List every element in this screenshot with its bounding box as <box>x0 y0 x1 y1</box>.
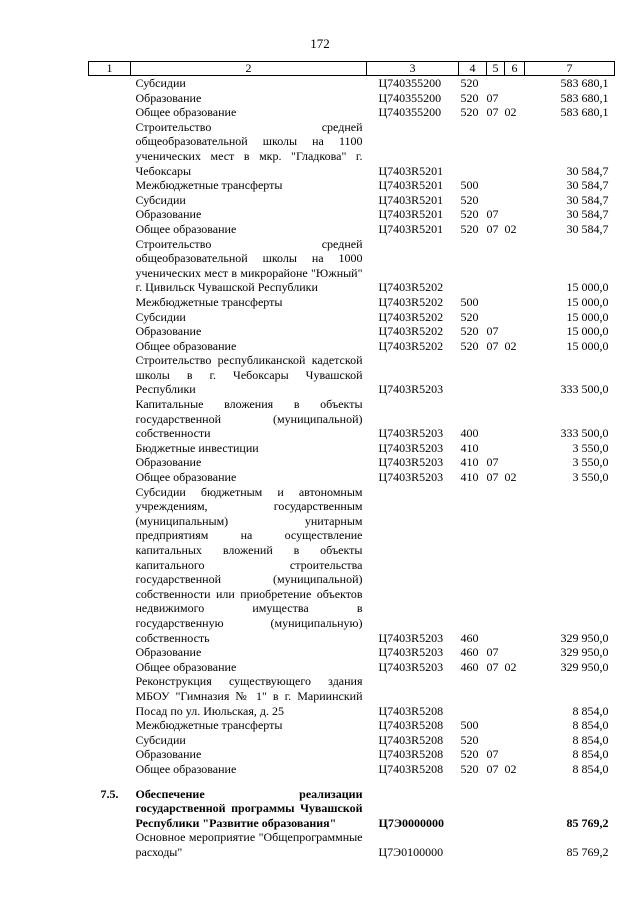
row-name: Строительство средней общеобразовательной школы на 1100 ученических мест в мкр. "Гладкова" г. Чебоксары <box>135 119 363 178</box>
row-expense-type: 500 <box>460 294 479 309</box>
row-expense-type: 520 <box>460 324 479 339</box>
row-number <box>89 674 131 718</box>
table-row <box>89 295 615 310</box>
row-subsection <box>505 178 525 193</box>
row-subsection: 02 <box>504 659 517 674</box>
row-expense-type: 520 <box>460 338 479 353</box>
row-number <box>89 120 131 178</box>
row-expense-type: 520 <box>460 192 479 207</box>
row-name: Капитальные вложения в объекты государственной (муниципальной) собственности <box>135 397 363 441</box>
row-subsection <box>505 91 525 106</box>
row-expense-type <box>459 830 487 859</box>
row-amount: 15 000,0 <box>566 294 609 309</box>
row-subsection <box>505 645 525 660</box>
row-name: Образование <box>135 207 202 222</box>
row-name: Субсидии бюджетным и автономным учреждениям, государственным (муниципальным) унитарным предприятиям на осуществление капитальных вложений в объекты капитального строительства государственной (муниципальной) собственности или приобретение объектов недвижимого имущества в государственную (муниципальную) собственность <box>135 484 363 645</box>
row-subsection <box>505 237 525 295</box>
row-expense-type: 520 <box>460 76 479 90</box>
row-section: 07 <box>486 90 499 105</box>
table-row <box>89 762 615 777</box>
row-number <box>89 207 131 222</box>
row-expense-type: 460 <box>460 645 479 660</box>
row-expense-type: 410 <box>460 470 479 485</box>
row-number <box>89 485 131 646</box>
header-col-2: 2 <box>131 62 367 76</box>
row-subsection: 02 <box>504 470 517 485</box>
row-section <box>487 674 505 718</box>
row-target-code: Ц7403R5208 <box>378 718 444 733</box>
row-expense-type <box>459 787 487 831</box>
row-number <box>89 237 131 295</box>
row-section <box>487 193 505 208</box>
row-section <box>487 441 505 456</box>
table-row <box>89 310 615 325</box>
row-target-code: Ц7403R5203 <box>378 470 444 485</box>
row-name: Обеспечение реализации государственной программы Чувашской Республики "Развитие образования" <box>135 786 363 830</box>
row-number <box>89 645 131 660</box>
row-name: Общее образование <box>135 221 237 236</box>
table-row <box>89 660 615 675</box>
row-target-code: Ц7403R5201 <box>378 192 444 207</box>
row-amount: 333 500,0 <box>560 382 609 397</box>
row-section: 07 <box>486 207 499 222</box>
row-expense-type: 400 <box>460 426 479 441</box>
row-name: Межбюджетные трансферты <box>135 718 283 733</box>
row-amount: 15 000,0 <box>566 280 609 295</box>
header-col-6: 6 <box>505 62 525 76</box>
row-subsection <box>505 353 525 397</box>
row-subsection <box>505 455 525 470</box>
row-section <box>487 787 505 831</box>
row-number <box>89 718 131 733</box>
row-section <box>487 353 505 397</box>
row-section: 07 <box>486 747 499 762</box>
row-subsection <box>505 295 525 310</box>
row-target-code: Ц7403R5203 <box>378 382 444 397</box>
table-row <box>89 324 615 339</box>
row-subsection <box>505 120 525 178</box>
row-expense-type: 410 <box>460 440 479 455</box>
row-target-code: Ц7403R5208 <box>378 747 444 762</box>
row-number <box>89 193 131 208</box>
row-expense-type: 410 <box>460 455 479 470</box>
row-amount: 583 680,1 <box>560 76 609 90</box>
row-target-code: Ц740355200 <box>378 105 442 120</box>
row-expense-type: 500 <box>460 178 479 193</box>
row-subsection <box>505 397 525 441</box>
row-name: Общее образование <box>135 105 237 120</box>
row-target-code: Ц7403R5201 <box>378 163 444 178</box>
table-row <box>89 441 615 456</box>
row-number <box>89 830 131 859</box>
table-header <box>89 62 615 76</box>
row-number <box>89 324 131 339</box>
table-row <box>89 830 615 859</box>
table-body <box>89 76 615 860</box>
row-amount: 30 584,7 <box>566 192 609 207</box>
row-amount: 583 680,1 <box>560 90 609 105</box>
table-row <box>89 237 615 295</box>
row-amount: 583 680,1 <box>560 105 609 120</box>
row-amount: 8 854,0 <box>572 747 609 762</box>
row-amount: 15 000,0 <box>566 338 609 353</box>
row-name: Реконструкция существующего здания МБОУ "Гимназия № 1" в г. Мариинский Посад по ул. Июльская, д. 25 <box>135 674 363 718</box>
row-section <box>487 76 505 91</box>
row-name: Межбюджетные трансферты <box>135 178 283 193</box>
row-expense-type: 520 <box>460 105 479 120</box>
row-expense-type: 520 <box>460 747 479 762</box>
row-section <box>487 178 505 193</box>
table-row <box>89 397 615 441</box>
header-col-7: 7 <box>525 62 615 76</box>
row-amount: 3 550,0 <box>572 455 609 470</box>
row-amount: 329 950,0 <box>560 645 609 660</box>
row-section: 07 <box>486 470 499 485</box>
row-amount: 329 950,0 <box>560 630 609 645</box>
row-target-code: Ц7403R5203 <box>378 659 444 674</box>
row-target-code: Ц740355200 <box>378 90 442 105</box>
row-number <box>89 733 131 748</box>
row-name: Образование <box>135 324 202 339</box>
row-subsection <box>505 787 525 831</box>
row-expense-type: 460 <box>460 630 479 645</box>
row-target-code: Ц7Э0000000 <box>378 815 444 830</box>
row-name: Субсидии <box>135 309 186 324</box>
row-amount: 30 584,7 <box>566 163 609 178</box>
row-number <box>89 660 131 675</box>
row-target-code: Ц7403R5201 <box>378 221 444 236</box>
header-col-5: 5 <box>487 62 505 76</box>
row-subsection <box>505 830 525 859</box>
row-subsection <box>505 485 525 646</box>
table-row <box>89 718 615 733</box>
row-subsection <box>505 441 525 456</box>
row-name: Межбюджетные трансферты <box>135 294 283 309</box>
table-row <box>89 733 615 748</box>
row-number <box>89 76 131 91</box>
row-number: 7.5. <box>100 786 119 801</box>
row-expense-type <box>459 353 487 397</box>
table-row <box>89 120 615 178</box>
row-section: 07 <box>486 324 499 339</box>
table-row <box>89 353 615 397</box>
table-row <box>89 645 615 660</box>
row-number <box>89 91 131 106</box>
row-expense-type: 520 <box>460 761 479 776</box>
row-expense-type <box>459 120 487 178</box>
row-name: Строительство республиканской кадетской школы в г. Чебоксары Чувашской Республики <box>135 353 363 397</box>
row-target-code: Ц7403R5202 <box>378 280 444 295</box>
row-section <box>487 830 505 859</box>
row-subsection <box>505 310 525 325</box>
row-subsection <box>505 193 525 208</box>
row-name: Субсидии <box>135 76 186 90</box>
row-name: Образование <box>135 645 202 660</box>
row-target-code: Ц7Э0100000 <box>378 844 444 859</box>
row-section: 07 <box>486 659 499 674</box>
row-subsection: 02 <box>504 761 517 776</box>
row-name: Общее образование <box>135 338 237 353</box>
header-col-1: 1 <box>89 62 131 76</box>
row-target-code: Ц7403R5202 <box>378 309 444 324</box>
row-subsection: 02 <box>504 338 517 353</box>
row-target-code: Ц7403R5208 <box>378 732 444 747</box>
row-expense-type: 520 <box>460 309 479 324</box>
row-number <box>89 178 131 193</box>
header-col-4: 4 <box>459 62 487 76</box>
row-subsection <box>505 674 525 718</box>
row-section: 07 <box>486 105 499 120</box>
row-section: 07 <box>486 645 499 660</box>
row-section: 07 <box>486 221 499 236</box>
row-amount: 30 584,7 <box>566 207 609 222</box>
row-amount: 333 500,0 <box>560 426 609 441</box>
row-target-code: Ц7403R5203 <box>378 440 444 455</box>
row-section: 07 <box>486 338 499 353</box>
table-row <box>89 76 615 91</box>
row-subsection: 02 <box>504 105 517 120</box>
row-number <box>89 353 131 397</box>
table-row <box>89 339 615 354</box>
table-row <box>89 222 615 237</box>
row-section <box>487 120 505 178</box>
row-number <box>89 105 131 120</box>
row-subsection <box>505 733 525 748</box>
row-number <box>89 470 131 485</box>
row-expense-type: 520 <box>460 207 479 222</box>
row-number <box>89 339 131 354</box>
row-section <box>487 733 505 748</box>
row-target-code: Ц740355200 <box>378 76 442 90</box>
table-row <box>89 105 615 120</box>
table-row <box>89 207 615 222</box>
row-amount: 30 584,7 <box>566 178 609 193</box>
row-name: Общее образование <box>135 761 237 776</box>
row-amount: 3 550,0 <box>572 440 609 455</box>
row-expense-type <box>459 237 487 295</box>
table-row <box>89 470 615 485</box>
page-number: 172 <box>310 36 330 51</box>
row-subsection <box>505 324 525 339</box>
row-number <box>89 222 131 237</box>
row-expense-type: 500 <box>460 718 479 733</box>
row-number <box>89 747 131 762</box>
row-name: Субсидии <box>135 192 186 207</box>
row-amount: 8 854,0 <box>572 703 609 718</box>
budget-table <box>88 61 615 859</box>
row-section <box>487 718 505 733</box>
row-spacer <box>89 777 615 787</box>
row-target-code: Ц7403R5203 <box>378 645 444 660</box>
header-col-3: 3 <box>367 62 459 76</box>
row-name: Общее образование <box>135 470 237 485</box>
row-section <box>487 237 505 295</box>
row-name: Бюджетные инвестиции <box>135 440 259 455</box>
row-section <box>487 295 505 310</box>
row-target-code: Ц7403R5202 <box>378 294 444 309</box>
table-row <box>89 674 615 718</box>
row-amount: 8 854,0 <box>572 761 609 776</box>
table-row <box>89 787 615 831</box>
row-name: Общее образование <box>135 659 237 674</box>
table-row <box>89 455 615 470</box>
table-row <box>89 178 615 193</box>
row-subsection: 02 <box>504 221 517 236</box>
row-name: Образование <box>135 90 202 105</box>
row-subsection <box>505 718 525 733</box>
row-subsection <box>505 76 525 91</box>
row-expense-type: 520 <box>460 732 479 747</box>
row-number <box>89 397 131 441</box>
row-target-code: Ц7403R5208 <box>378 703 444 718</box>
row-section <box>487 485 505 646</box>
row-expense-type <box>459 674 487 718</box>
row-section: 07 <box>486 761 499 776</box>
row-subsection <box>505 747 525 762</box>
row-number <box>89 762 131 777</box>
row-subsection <box>505 207 525 222</box>
row-name: Образование <box>135 747 202 762</box>
row-expense-type: 520 <box>460 90 479 105</box>
row-expense-type: 460 <box>460 659 479 674</box>
row-name: Строительство средней общеобразовательной школы на 1000 ученических мест в микрорайоне "Южный" г. Цивильск Чувашской Республики <box>135 236 363 295</box>
row-number <box>89 295 131 310</box>
row-target-code: Ц7403R5203 <box>378 426 444 441</box>
table-row <box>89 193 615 208</box>
row-target-code: Ц7403R5201 <box>378 178 444 193</box>
row-amount: 85 769,2 <box>566 844 609 859</box>
row-name: Основное мероприятие "Общепрограммные расходы" <box>135 830 363 859</box>
row-target-code: Ц7403R5201 <box>378 207 444 222</box>
row-amount: 329 950,0 <box>560 659 609 674</box>
table-row <box>89 747 615 762</box>
table-row <box>89 485 615 646</box>
row-amount: 15 000,0 <box>566 309 609 324</box>
row-section <box>487 397 505 441</box>
row-name: Образование <box>135 455 202 470</box>
row-expense-type: 520 <box>460 221 479 236</box>
row-number <box>89 310 131 325</box>
row-target-code: Ц7403R5203 <box>378 455 444 470</box>
row-target-code: Ц7403R5202 <box>378 324 444 339</box>
row-section <box>487 310 505 325</box>
row-number <box>89 441 131 456</box>
row-amount: 8 854,0 <box>572 732 609 747</box>
row-amount: 15 000,0 <box>566 324 609 339</box>
row-amount: 8 854,0 <box>572 718 609 733</box>
row-amount: 30 584,7 <box>566 221 609 236</box>
row-amount: 3 550,0 <box>572 470 609 485</box>
table-row <box>89 91 615 106</box>
row-target-code: Ц7403R5202 <box>378 338 444 353</box>
row-name: Субсидии <box>135 732 186 747</box>
row-section: 07 <box>486 455 499 470</box>
row-number <box>89 455 131 470</box>
row-target-code: Ц7403R5208 <box>378 761 444 776</box>
row-target-code: Ц7403R5203 <box>378 630 444 645</box>
row-amount: 85 769,2 <box>566 815 609 830</box>
